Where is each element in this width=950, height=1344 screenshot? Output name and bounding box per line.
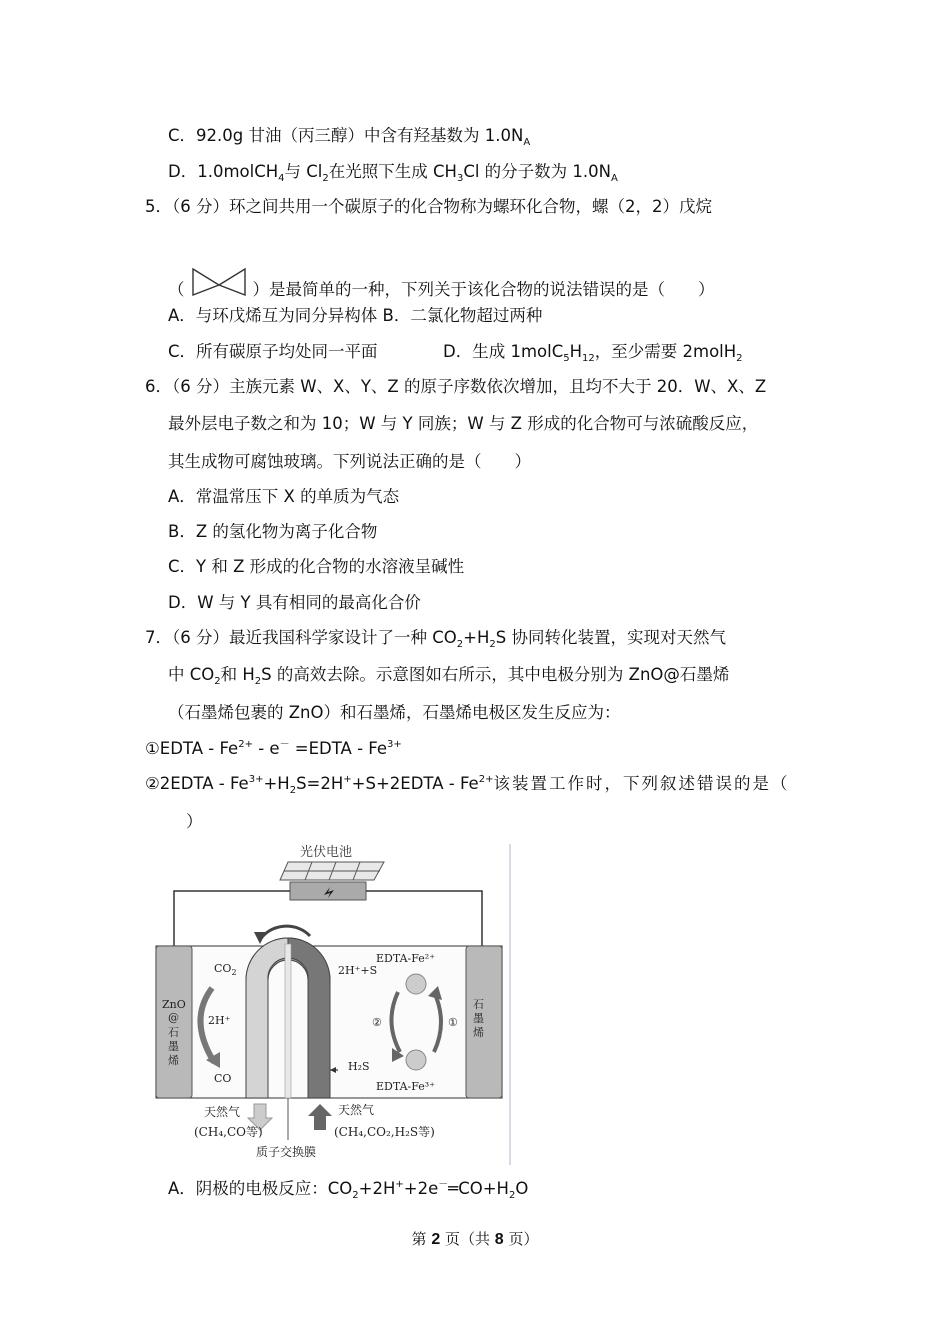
left-electrode-label-3: 石 [168, 1026, 179, 1039]
left-electrode-label-2: @ [168, 1011, 179, 1024]
q7-reaction-2: ②2EDTA - $Fe^{3+}+H_2S=2H^++S+2EDTA - Fe^{2+}$该装置工作时，下列叙述错误的是（ [145, 774, 790, 796]
gas-in-label: 天然气 [338, 1103, 375, 1117]
q7-stem-close: ） [186, 812, 203, 831]
q5-option-ab: A．与环戊烯互为同分异构体 B．二氯化物超过两种 [168, 306, 543, 325]
h-plus-label: 2H⁺ [208, 1014, 231, 1027]
q6-stem-line2: 最外层电子数之和为 10；W 与 Y 同族；W 与 Z 形成的化合物可与浓硫酸反应， [168, 414, 759, 433]
spiropentane-structure [189, 265, 249, 299]
left-electrode-label-1: ZnO [162, 998, 186, 1011]
q7-stem-line3: （石墨烯包裹的 ZnO）和石墨烯，石墨烯电极区发生反应为： [168, 703, 621, 722]
left-electrode-label-4: 墨 [168, 1040, 179, 1053]
gas-out-label: 天然气 [204, 1105, 241, 1119]
q4-option-c: C．92.0g 甘油（丙三醇）中含有羟基数为 $1.0N_A$ [168, 126, 531, 148]
h2s-s-label: 2H⁺+S [338, 964, 378, 977]
right-electrode [466, 946, 502, 1098]
q4-option-d: D．1.0molCH$_4$与 $Cl_2$在光照下生成 $CH_3Cl$ 的分子数为 $1.0N_A$ [168, 162, 618, 184]
q7-stem-line1: 7．（6 分）最近我国科学家设计了一种 $CO_2+H_2S$ 协同转化装置，实现对天然气 [145, 628, 726, 650]
co2-label: $CO_2$ [214, 962, 237, 977]
electrolysis-device-figure [148, 840, 518, 1170]
q5-stem-line2: （ ）是最简单的一种，下列关于该化合物的说法错误的是（ ） [168, 265, 715, 301]
cycle-2-label: ② [372, 1016, 382, 1029]
q5-option-d: D．生成 $1molC_5H_{12}$，至少需要 2molH$_2$ [443, 342, 743, 364]
q6-stem-line3: 其生成物可腐蚀玻璃。下列说法正确的是（ ） [168, 452, 531, 471]
gas-in-arrow [308, 1104, 332, 1130]
edta-fe2-label: EDTA-Fe²⁺ [376, 952, 436, 965]
q5-option-c: C．所有碳原子均处同一平面 [168, 342, 378, 361]
solar-label: 光伏电池 [300, 845, 353, 860]
q7-reaction-1: ①EDTA - $Fe^{2+} - e^-$ =EDTA - $Fe^{3+}$ [145, 739, 402, 758]
cycle-1-label: ① [448, 1016, 458, 1029]
q7-stem-line2: 中 $CO_2$和 $H_2S$ 的高效去除。示意图如右所示，其中电极分别为 ZnO@石墨烯 [168, 665, 730, 687]
right-electrode-label-3: 烯 [473, 1026, 484, 1039]
q6-option-d: D．W 与 Y 具有相同的最高化合价 [168, 593, 421, 612]
q6-option-c: C．Y 和 Z 形成的化合物的水溶液呈碱性 [168, 557, 465, 576]
gas-out-detail: (CH₄,CO等) [194, 1125, 263, 1139]
edta-fe3-label: EDTA-Fe³⁺ [376, 1080, 436, 1093]
solar-panel-icon [280, 862, 384, 880]
left-electrode-label-5: 烯 [168, 1054, 179, 1067]
right-electrode-label-2: 墨 [473, 1012, 484, 1025]
q6-option-b: B．Z 的氢化物为离子化合物 [168, 522, 378, 541]
page-footer: 第 2 页（共 8 页） [411, 1230, 539, 1248]
right-electrode-label-1: 石 [473, 998, 484, 1011]
q6-option-a: A．常温常压下 X 的单质为气态 [168, 487, 400, 506]
gas-in-detail: (CH₄,CO₂,H₂S等) [334, 1125, 435, 1139]
q7-option-a: A．阴极的电极反应：$CO_2+2H^++2e^-═CO+H_2O$ [168, 1179, 529, 1201]
h2s-label: H₂S [348, 1060, 370, 1073]
co-label: CO [214, 1072, 232, 1085]
membrane-label: 质子交换膜 [256, 1145, 317, 1159]
q5-stem-line1: 5．（6 分）环之间共用一个碳原子的化合物称为螺环化合物，螺（2，2）戊烷 [145, 197, 712, 216]
q6-stem-line1: 6．（6 分）主族元素 W、X、Y、Z 的原子序数依次增加，且均不大于 20．W、X、Z [145, 377, 767, 396]
